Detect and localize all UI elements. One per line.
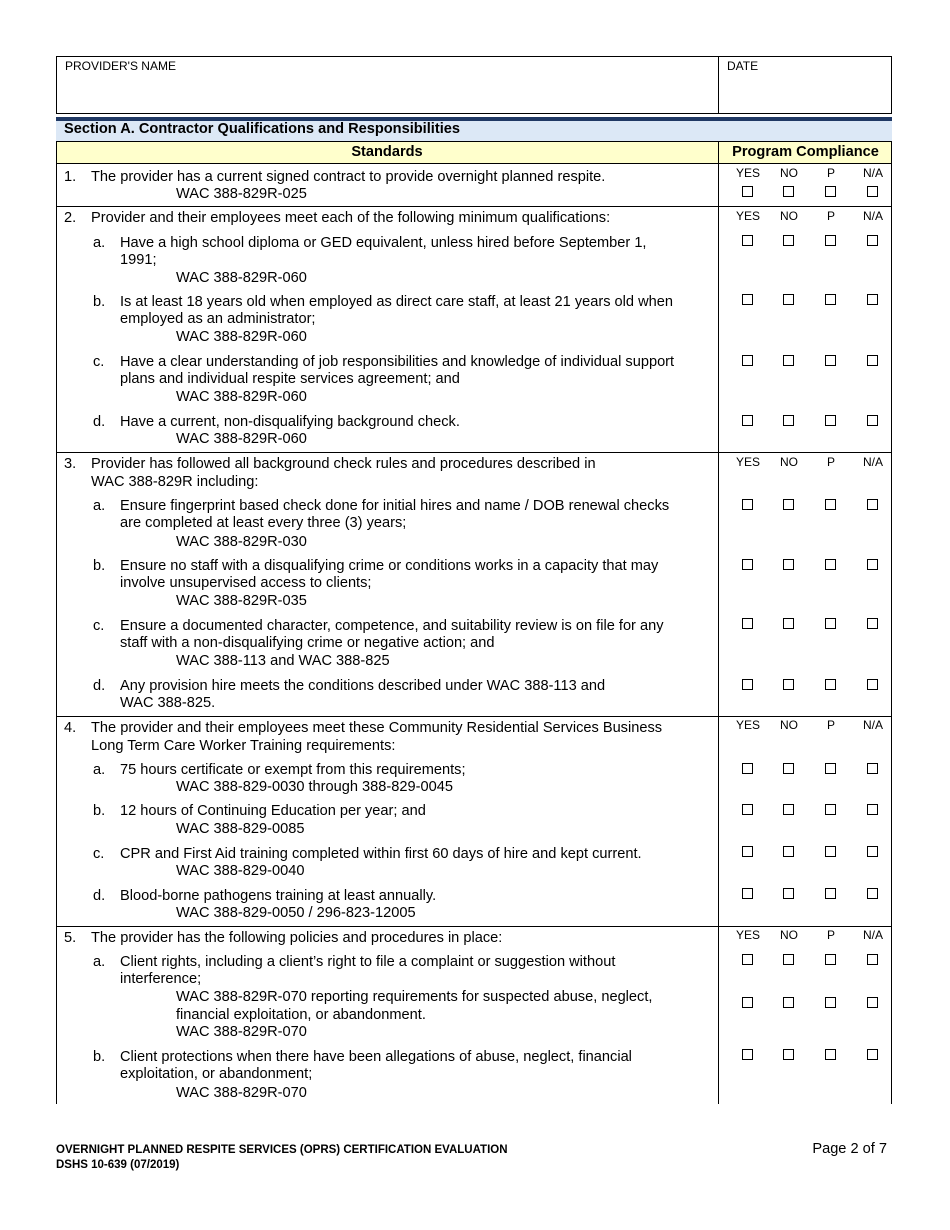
wac-reference: WAC 388-829R-060	[176, 329, 307, 345]
sub-letter: b.	[93, 803, 106, 819]
wac-reference: WAC 388-829-0085	[176, 821, 305, 837]
page-number: Page 2 of 7	[812, 1141, 887, 1157]
checkbox-na[interactable]	[867, 679, 878, 690]
sub-letter: b.	[93, 1049, 106, 1065]
sub-text: Have a high school diploma or GED equivalent, unless hired before September 1,	[120, 235, 647, 251]
checkbox-no[interactable]	[783, 1049, 794, 1060]
sub-letter: d.	[93, 678, 106, 694]
col-yes: YES	[736, 166, 761, 180]
checkbox-na[interactable]	[867, 954, 878, 965]
sub-text: Ensure no staff with a disqualifying crime or conditions works in a capacity that may	[120, 558, 659, 574]
header-box	[56, 56, 892, 114]
sub-letter: a.	[93, 762, 106, 778]
row-divider	[56, 926, 892, 927]
col-no: NO	[780, 928, 798, 942]
checkbox-yes[interactable]	[742, 618, 753, 629]
wac-reference: WAC 388-829R-060	[176, 431, 307, 447]
checkbox-p[interactable]	[825, 235, 836, 246]
checkbox-p[interactable]	[825, 763, 836, 774]
wac-reference: WAC 388-829R-030	[176, 534, 307, 550]
sub-letter: c.	[93, 354, 105, 370]
footer-title: OVERNIGHT PLANNED RESPITE SERVICES (OPRS) CERTIFICATION EVALUATION	[56, 1144, 508, 1156]
header-divider	[718, 56, 719, 114]
sub-text: Client protections when there have been allegations of abuse, neglect, financial	[120, 1049, 632, 1065]
checkbox-yes[interactable]	[742, 997, 753, 1008]
checkbox-yes[interactable]	[742, 888, 753, 899]
checkbox-yes[interactable]	[742, 499, 753, 510]
wac-reference: WAC 388-829R-025	[176, 186, 307, 202]
checkbox-na[interactable]	[867, 355, 878, 366]
sub-text: Ensure fingerprint based check done for initial hires and name / DOB renewal checks	[120, 498, 670, 514]
item-number: 5.	[64, 930, 77, 946]
sub-text: involve unsupervised access to clients;	[120, 575, 372, 591]
col-na: N/A	[863, 718, 884, 732]
checkbox-na[interactable]	[867, 997, 878, 1008]
checkbox-p[interactable]	[825, 846, 836, 857]
item-number: 4.	[64, 720, 77, 736]
footer-form-number: DSHS 10-639 (07/2019)	[56, 1159, 180, 1171]
wac-reference: WAC 388-829R-070	[176, 1024, 307, 1040]
checkbox-na[interactable]	[867, 804, 878, 815]
sub-text: Ensure a documented character, competence, and suitability review is on file for any	[120, 618, 664, 634]
checkbox-no[interactable]	[783, 997, 794, 1008]
checkbox-no[interactable]	[783, 294, 794, 305]
col-yes: YES	[736, 455, 761, 469]
sub-letter: c.	[93, 846, 105, 862]
sub-letter: c.	[93, 618, 105, 634]
checkbox-no[interactable]	[783, 559, 794, 570]
checkbox-na[interactable]	[867, 415, 878, 426]
sub-letter: d.	[93, 888, 106, 904]
sub-text: Any provision hire meets the conditions described under WAC 388-113 and	[120, 678, 606, 694]
checkbox-no[interactable]	[783, 499, 794, 510]
checkbox-p[interactable]	[825, 294, 836, 305]
wac-reference: WAC 388-829-0040	[176, 863, 305, 879]
col-p: P	[827, 209, 836, 223]
checkbox-no[interactable]	[783, 954, 794, 965]
checkbox-p[interactable]	[825, 355, 836, 366]
sub-text: Blood-borne pathogens training at least annually.	[120, 888, 437, 904]
sub-text: interference;	[120, 971, 202, 987]
checkbox-na[interactable]	[867, 235, 878, 246]
sub-text: staff with a non-disqualifying crime or negative action; and	[120, 635, 495, 651]
col-no: NO	[780, 718, 798, 732]
sub-letter: a.	[93, 235, 106, 251]
checkbox-na[interactable]	[867, 888, 878, 899]
checkbox-no[interactable]	[783, 235, 794, 246]
checkbox-yes[interactable]	[742, 763, 753, 774]
sub-text: Is at least 18 years old when employed as direct care staff, at least 21 years old when	[120, 294, 673, 310]
sub-text: plans and individual respite services agreement; and	[120, 371, 460, 387]
item-number: 1.	[64, 169, 77, 185]
wac-reference: WAC 388-829-0050 / 296-823-12005	[176, 905, 416, 921]
sub-text: 12 hours of Continuing Education per year; and	[120, 803, 426, 819]
col-no: NO	[780, 455, 798, 469]
col-na: N/A	[863, 166, 884, 180]
checkbox-p[interactable]	[825, 559, 836, 570]
program-compliance-heading: Program Compliance	[732, 144, 879, 160]
checkbox-yes[interactable]	[742, 846, 753, 857]
checkbox-yes[interactable]	[742, 355, 753, 366]
col-p: P	[827, 455, 836, 469]
sub-letter: d.	[93, 414, 106, 430]
checkbox-no[interactable]	[783, 763, 794, 774]
item-text: Provider and their employees meet each of the following minimum qualifications:	[91, 210, 611, 226]
col-p: P	[827, 718, 836, 732]
sub-letter: b.	[93, 294, 106, 310]
col-na: N/A	[863, 209, 884, 223]
checkbox-yes[interactable]	[742, 1049, 753, 1060]
provider-name-label: PROVIDER'S NAME	[65, 59, 176, 73]
row-divider	[56, 716, 892, 717]
standards-heading: Standards	[351, 144, 423, 160]
checkbox-na[interactable]	[867, 763, 878, 774]
sub-text: WAC 388-825.	[120, 695, 216, 711]
checkbox-yes[interactable]	[742, 804, 753, 815]
col-yes: YES	[736, 209, 761, 223]
checkbox-na[interactable]	[867, 499, 878, 510]
checkbox-no[interactable]	[783, 618, 794, 629]
checkbox-yes[interactable]	[742, 415, 753, 426]
row-divider	[56, 452, 892, 453]
wac-reference: WAC 388-829R-060	[176, 389, 307, 405]
sub-text: Client rights, including a client’s right to file a complaint or suggestion without	[120, 954, 616, 970]
col-no: NO	[780, 209, 798, 223]
checkbox-no[interactable]	[783, 888, 794, 899]
item-text: Long Term Care Worker Training requirements:	[91, 738, 396, 754]
wac-reference: WAC 388-829-0030 through 388-829-0045	[176, 779, 453, 795]
checkbox-na[interactable]	[867, 1049, 878, 1060]
sub-text: CPR and First Aid training completed within first 60 days of hire and kept current.	[120, 846, 642, 862]
item-text: The provider has a current signed contract to provide overnight planned respite.	[91, 169, 606, 185]
wac-reference: WAC 388-829R-070 reporting requirements for suspected abuse, neglect,	[176, 989, 653, 1005]
item-number: 3.	[64, 456, 77, 472]
col-p: P	[827, 928, 836, 942]
table-left-border	[56, 141, 57, 1104]
checkbox-na[interactable]	[867, 559, 878, 570]
sub-text: 75 hours certificate or exempt from this requirements;	[120, 762, 466, 778]
col-p: P	[827, 166, 836, 180]
checkbox-na[interactable]	[867, 294, 878, 305]
checkbox-no[interactable]	[783, 355, 794, 366]
sub-text: 1991;	[120, 252, 157, 268]
col-na: N/A	[863, 928, 884, 942]
checkbox-p[interactable]	[825, 954, 836, 965]
col-no: NO	[780, 166, 798, 180]
sub-text: Have a clear understanding of job responsibilities and knowledge of individual support	[120, 354, 675, 370]
col-yes: YES	[736, 718, 761, 732]
checkbox-p[interactable]	[825, 499, 836, 510]
sub-text: are completed at least every three (3) years;	[120, 515, 407, 531]
checkbox-no[interactable]	[783, 679, 794, 690]
wac-reference: WAC 388-829R-035	[176, 593, 307, 609]
checkbox-na[interactable]	[867, 618, 878, 629]
item-text: Provider has followed all background check rules and procedures described in	[91, 456, 596, 472]
col-na: N/A	[863, 455, 884, 469]
sub-letter: a.	[93, 498, 106, 514]
sub-text: Have a current, non-disqualifying background check.	[120, 414, 460, 430]
item-text: The provider has the following policies and procedures in place:	[91, 930, 503, 946]
checkbox-no[interactable]	[783, 846, 794, 857]
checkbox-p[interactable]	[825, 186, 836, 197]
compliance-divider	[718, 141, 719, 1104]
item-text: The provider and their employees meet these Community Residential Services Business	[91, 720, 663, 736]
sub-letter: a.	[93, 954, 106, 970]
wac-reference: WAC 388-829R-070	[176, 1085, 307, 1101]
checkbox-yes[interactable]	[742, 235, 753, 246]
wac-reference: financial exploitation, or abandonment.	[176, 1007, 426, 1023]
checkbox-no[interactable]	[783, 415, 794, 426]
checkbox-p[interactable]	[825, 1049, 836, 1060]
checkbox-p[interactable]	[825, 804, 836, 815]
col-yes: YES	[736, 928, 761, 942]
checkbox-yes[interactable]	[742, 954, 753, 965]
checkbox-p[interactable]	[825, 679, 836, 690]
checkbox-yes[interactable]	[742, 186, 753, 197]
row-divider	[56, 206, 892, 207]
item-number: 2.	[64, 210, 77, 226]
checkbox-yes[interactable]	[742, 294, 753, 305]
section-title: Section A. Contractor Qualifications and Responsibilities	[64, 121, 460, 137]
sub-letter: b.	[93, 558, 106, 574]
checkbox-na[interactable]	[867, 186, 878, 197]
checkbox-p[interactable]	[825, 888, 836, 899]
checkbox-no[interactable]	[783, 186, 794, 197]
table-right-border	[891, 141, 892, 1104]
checkbox-na[interactable]	[867, 846, 878, 857]
checkbox-p[interactable]	[825, 997, 836, 1008]
checkbox-p[interactable]	[825, 415, 836, 426]
wac-reference: WAC 388-113 and WAC 388-825	[176, 653, 390, 669]
checkbox-p[interactable]	[825, 618, 836, 629]
wac-reference: WAC 388-829R-060	[176, 270, 307, 286]
checkbox-no[interactable]	[783, 804, 794, 815]
sub-text: employed as an administrator;	[120, 311, 316, 327]
sub-text: exploitation, or abandonment;	[120, 1066, 313, 1082]
item-text: WAC 388-829R including:	[91, 474, 259, 490]
checkbox-yes[interactable]	[742, 679, 753, 690]
date-label: DATE	[727, 59, 759, 73]
checkbox-yes[interactable]	[742, 559, 753, 570]
